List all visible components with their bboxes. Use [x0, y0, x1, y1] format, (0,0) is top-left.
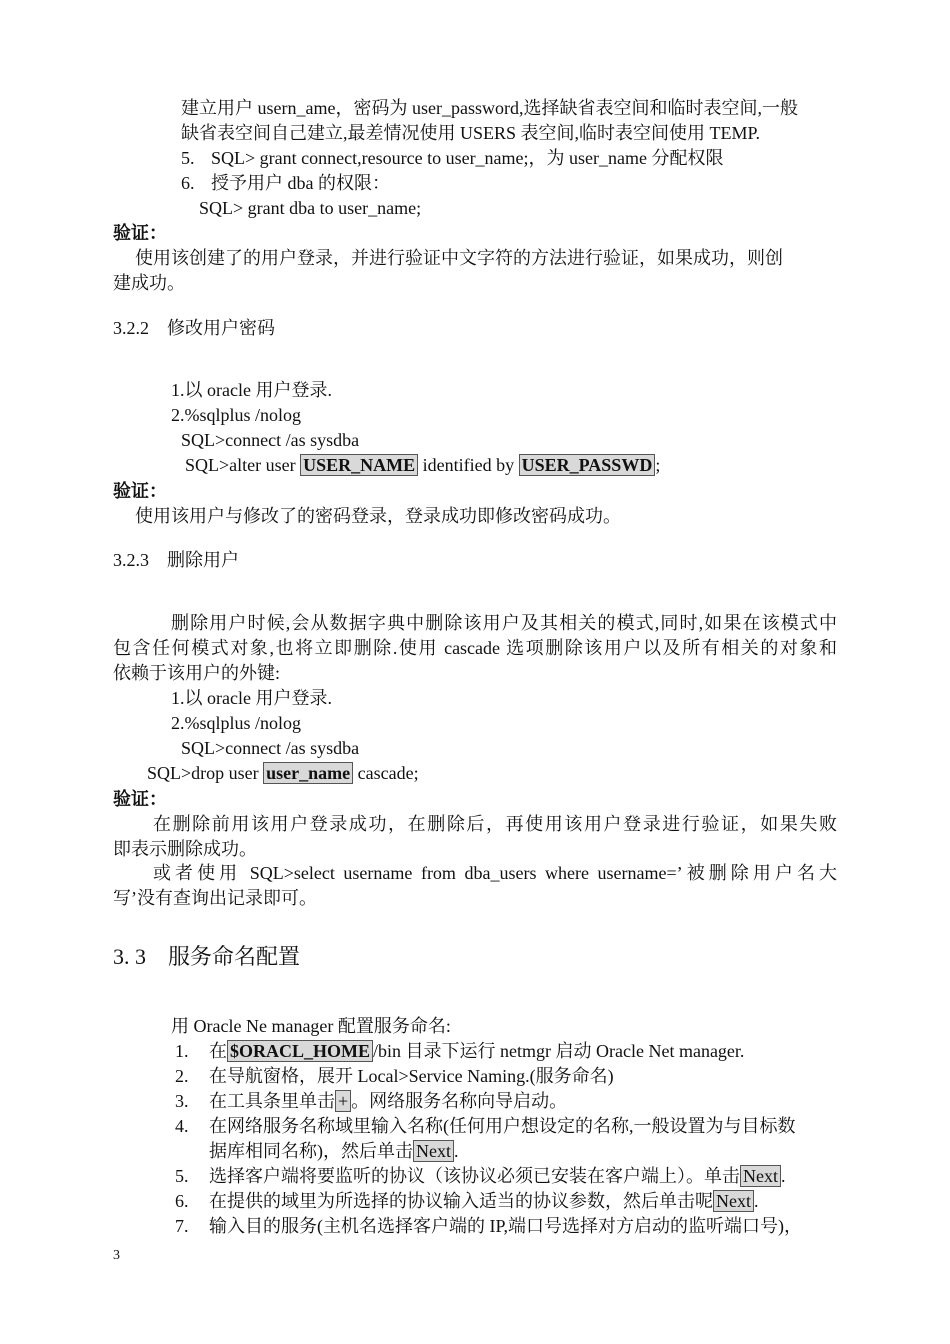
list-item: [175, 1189, 759, 1214]
list-text: .: [781, 1166, 786, 1186]
list-text: 在网络服务名称域里输入名称(任何用户想设定的名称,一般设置为与目标数: [209, 1116, 796, 1136]
paragraph-line: 或者使用 SQL>select username from dba_users where username=’被删除用户名大: [153, 863, 837, 883]
list-number: 4.: [175, 1116, 189, 1136]
sql-text: cascade;: [353, 763, 419, 783]
step-line: SQL>connect /as sysdba: [181, 430, 360, 450]
sql-command: [147, 761, 419, 786]
list-text: SQL> grant connect,resource to user_name;，为 user_name 分配权限: [211, 148, 724, 168]
list-text: 在工具条里单击: [209, 1091, 335, 1111]
list-number: 6.: [181, 173, 195, 193]
step-line: SQL>connect /as sysdba: [181, 738, 360, 758]
sql-command: SQL> grant dba to user_name;: [199, 198, 422, 218]
sql-text: identified by: [418, 455, 519, 475]
list-item-step6: [181, 171, 390, 196]
page-number: 3: [113, 1248, 120, 1263]
oracle-home-highlight: $ORACL_HOME: [227, 1040, 373, 1062]
sql-text: SQL>alter user: [185, 455, 301, 475]
sql-text: SQL>drop user: [147, 763, 264, 783]
next-button-highlight: Next: [413, 1140, 454, 1162]
paragraph-line: 在删除前用该用户登录成功，在删除后，再使用该用户登录进行验证，如果失败: [153, 814, 837, 834]
list-number: 3.: [175, 1091, 189, 1111]
paragraph-line: 依赖于该用户的外键:: [113, 663, 281, 683]
section-heading: 3.2.2 修改用户密码: [113, 318, 275, 338]
paragraph-line: 使用该用户与修改了的密码登录，登录成功即修改密码成功。: [135, 506, 621, 526]
list-text: .: [454, 1141, 459, 1161]
add-button-highlight: +: [335, 1090, 351, 1112]
paragraph-line: 缺省表空间自己建立,最差情况使用 USERS 表空间,临时表空间使用 TEMP.: [181, 123, 761, 143]
list-item: [175, 1164, 786, 1189]
list-item-step5: [181, 146, 724, 171]
list-text: 在导航窗格，展开 Local>Service Naming.(服务命名): [209, 1066, 614, 1086]
list-item: [175, 1114, 796, 1139]
step-line: 1.以 oracle 用户登录.: [171, 380, 332, 400]
list-text: /bin 目录下运行 netmgr 启动 Oracle Net manager.: [373, 1041, 745, 1061]
paragraph-line: 建立用户 usern_ame，密码为 user_password,选择缺省表空间和临时表空间,一般: [181, 98, 798, 118]
verify-label: 验证：: [113, 789, 167, 809]
list-text: 输入目的服务(主机名选择客户端的 IP,端口号选择对方启动的监听端口号)，: [209, 1216, 802, 1236]
list-number: 1.: [175, 1041, 189, 1061]
user-password-field: USER_PASSWD: [519, 454, 656, 476]
list-number: 5.: [175, 1166, 189, 1186]
sql-command: [185, 453, 660, 478]
list-item: [175, 1039, 744, 1064]
list-item: [175, 1089, 567, 1114]
list-text: 在: [209, 1041, 227, 1061]
list-text: .: [754, 1191, 759, 1211]
list-text: 在提供的域里为所选择的协议输入适当的协议参数，然后单击呢: [209, 1191, 713, 1211]
step-line: 2.%sqlplus /nolog: [171, 405, 302, 425]
list-item: [175, 1064, 614, 1089]
paragraph-line: 即表示删除成功。: [113, 839, 257, 859]
list-number: 6.: [175, 1191, 189, 1211]
list-item: [175, 1214, 802, 1239]
list-number: 2.: [175, 1066, 189, 1086]
list-text: 据库相同名称)，然后单击: [209, 1141, 413, 1161]
verify-label: 验证：: [113, 481, 167, 501]
list-text: 选择客户端将要监听的协议（该协议必须已安装在客户端上）。单击: [209, 1166, 740, 1186]
paragraph-line: 写’没有查询出记录即可。: [113, 888, 317, 908]
paragraph-line: 包含任何模式对象,也将立即删除.使用 cascade 选项删除该用户以及所有相关的对象和: [113, 638, 837, 658]
section-heading: 3. 3 服务命名配置: [113, 944, 301, 969]
list-number: 5.: [181, 148, 195, 168]
paragraph-line: 建成功。: [113, 273, 185, 293]
section-heading: 3.2.3 删除用户: [113, 550, 239, 570]
step-line: 1.以 oracle 用户登录.: [171, 688, 332, 708]
list-number: 7.: [175, 1216, 189, 1236]
user-name-field: user_name: [263, 762, 353, 784]
list-text: 授予用户 dba 的权限：: [211, 173, 390, 193]
list-item-continuation: [209, 1139, 459, 1164]
user-name-field: USER_NAME: [300, 454, 418, 476]
list-text: 。网络服务名称向导启动。: [351, 1091, 568, 1111]
paragraph-line: 用 Oracle Ne manager 配置服务命名:: [171, 1016, 451, 1036]
paragraph-line: 使用该创建了的用户登录，并进行验证中文字符的方法进行验证，如果成功，则创: [135, 248, 783, 268]
sql-text: ;: [655, 455, 661, 475]
next-button-highlight: Next: [713, 1190, 754, 1212]
next-button-highlight: Next: [740, 1165, 781, 1187]
step-line: 2.%sqlplus /nolog: [171, 713, 302, 733]
paragraph-line: 删除用户时候,会从数据字典中删除该用户及其相关的模式,同时,如果在该模式中: [171, 613, 837, 633]
verify-label: 验证：: [113, 223, 167, 243]
